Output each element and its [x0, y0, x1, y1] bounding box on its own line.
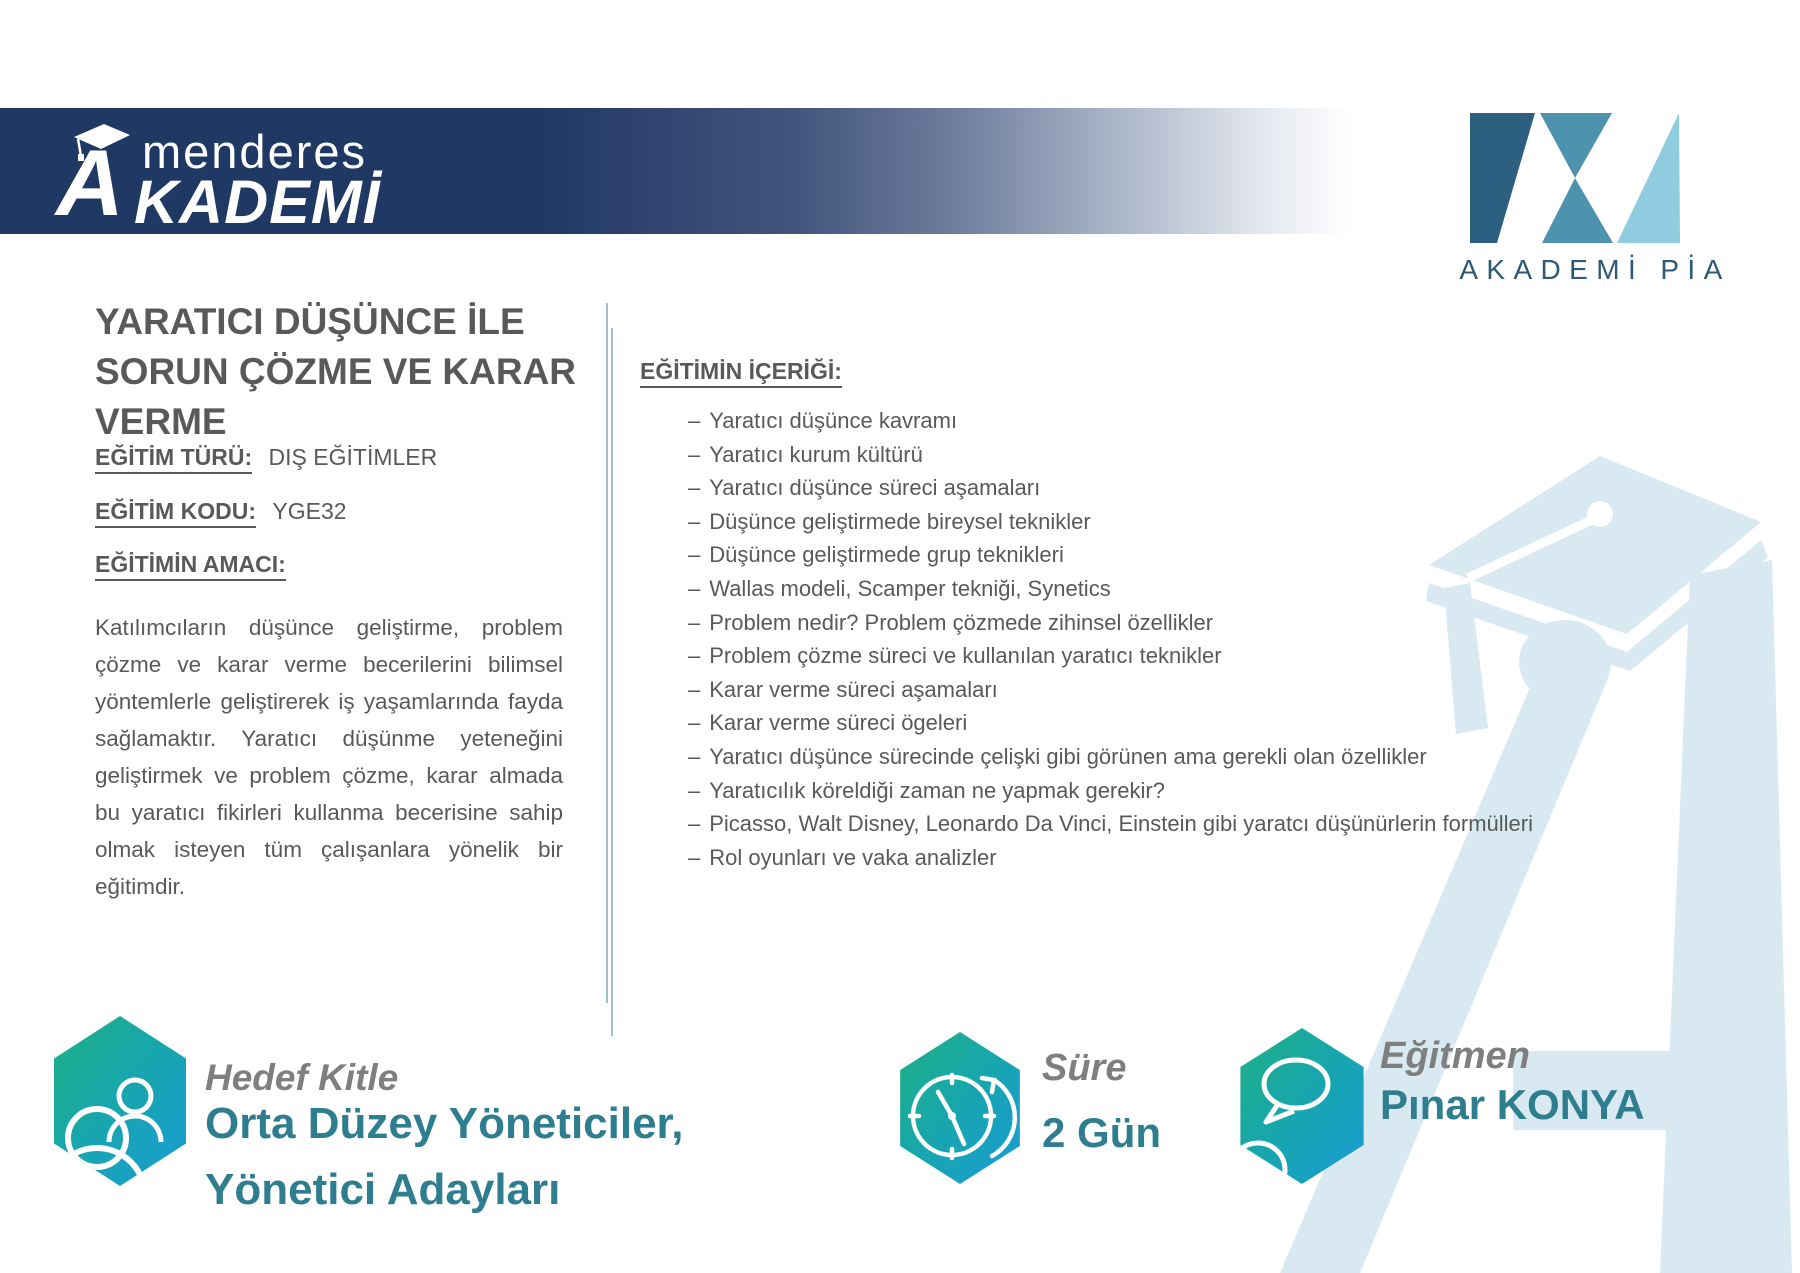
- content-item: – Problem nedir? Problem çözmede zihinsel özellikler: [688, 609, 1214, 635]
- akademi-pia-label: AKADEMİ PİA: [1459, 254, 1731, 285]
- content-item: – Wallas modeli, Scamper tekniği, Synetics: [688, 575, 1111, 601]
- logo-big-a: A: [56, 130, 124, 235]
- course-title: YARATICI DÜŞÜNCE İLE SORUN ÇÖZME VE KARAR VERME: [95, 300, 577, 442]
- target-audience-label: Hedef Kitle: [205, 1057, 399, 1098]
- trainer-value: Pınar KONYA: [1380, 1081, 1645, 1128]
- training-type-line: [95, 444, 437, 474]
- content-item: – Rol oyunları ve vaka analizler: [688, 844, 997, 870]
- akademi-pia-mark: [1470, 113, 1680, 243]
- logo-word-akademi: KADEMİ: [134, 168, 381, 236]
- purpose-text: Katılımcıların düşünce geliştirme, problem çözme ve karar verme becerilerini bilimsel yöntemlerle geliştirerek iş yaşamlarında fayda sağlamaktır. Yaratıcı düşünme yeteneğini geliştirmek ve problem çözme, karar almada bu yaratıcı fikirleri kullanma becerisine sahip olmak isteyen tüm çalışanlara yönelik bir eğitimdir.: [95, 614, 563, 899]
- training-type-label: EĞİTİM TÜRÜ:: [95, 444, 252, 474]
- content-item: – Yaratıcılık köreldiği zaman ne yapmak gerekir?: [688, 777, 1165, 803]
- clock-icon: [892, 1032, 1028, 1184]
- purpose-label: EĞİTİMİN AMACI:: [95, 551, 286, 581]
- target-audience-hexagon: [45, 1016, 195, 1186]
- content-item: – Düşünce geliştirmede bireysel teknikler: [688, 508, 1091, 534]
- content-item: – Düşünce geliştirmede grup teknikleri: [688, 542, 1064, 568]
- content-heading: [640, 358, 842, 388]
- content-item: – Yaratıcı kurum kültürü: [688, 441, 923, 467]
- training-code-label: EĞİTİM KODU:: [95, 498, 256, 528]
- logo-word-menderes: menderes: [142, 125, 367, 178]
- content-item: – Yaratıcı düşünce kavramı: [688, 408, 958, 433]
- training-type-value: DIŞ EĞİTİMLER: [268, 444, 438, 470]
- akademi-pia-logo: [1470, 113, 1680, 243]
- training-code-value: YGE32: [272, 498, 347, 524]
- content-item: – Karar verme süreci ögeleri: [688, 710, 968, 736]
- content-item: – Yaratıcı düşünce süreci aşamaları: [688, 475, 1041, 501]
- target-audience-value-line1: Orta Düzey Yöneticiler,: [205, 1099, 684, 1148]
- content-heading-label: EĞİTİMİN İÇERİĞİ:: [640, 358, 842, 388]
- content-item: – Karar verme süreci aşamaları: [688, 676, 998, 702]
- training-code-line: [95, 498, 347, 528]
- content-list: [688, 404, 1533, 874]
- menderes-akademi-logo: [56, 108, 490, 236]
- duration-hexagon: [892, 1032, 1028, 1184]
- duration-label: Süre: [1042, 1047, 1127, 1089]
- column-divider: [606, 303, 608, 1003]
- purpose-heading: [95, 551, 286, 581]
- duration-value: 2 Gün: [1042, 1109, 1162, 1156]
- content-item: – Problem çözme süreci ve kullanılan yaratıcı teknikler: [688, 643, 1222, 669]
- people-icon: [45, 1016, 195, 1186]
- column-divider-2: [611, 328, 613, 1036]
- content-item: – Picasso, Walt Disney, Leonardo Da Vinci, Einstein gibi yaratcı düşünürlerin formülleri: [688, 811, 1533, 837]
- content-item: – Yaratıcı düşünce sürecinde çelişki gibi görünen ama gerekli olan özellikler: [688, 743, 1427, 769]
- target-audience-value-line2: Yönetici Adayları: [205, 1165, 561, 1214]
- trainer-label: Eğitmen: [1380, 1035, 1530, 1077]
